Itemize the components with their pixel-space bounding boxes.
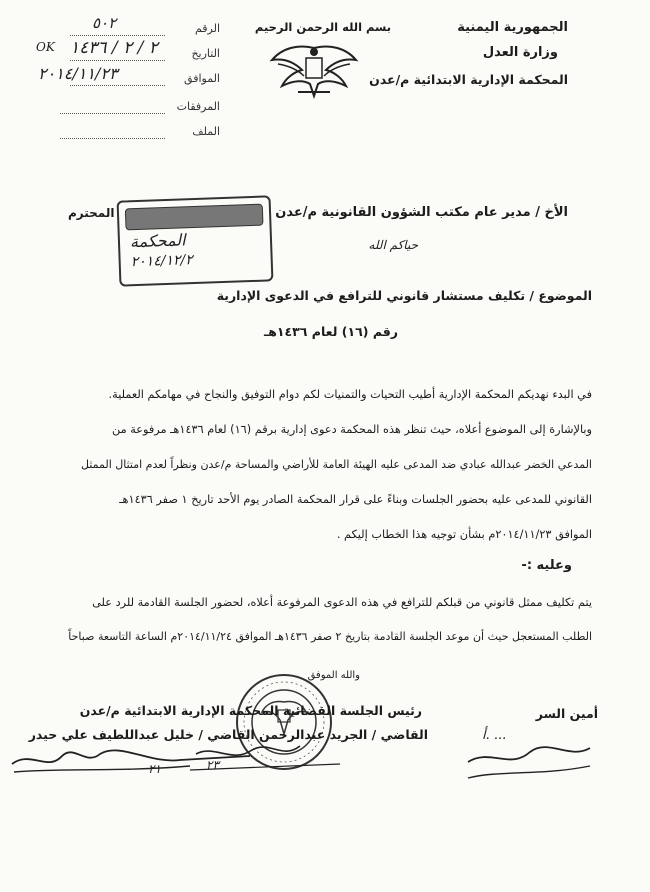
margin-note: OK xyxy=(36,40,55,54)
stamp-header-band xyxy=(125,204,264,231)
greeting: حياكم الله xyxy=(368,238,418,252)
subject-line-2: رقم (١٦) لعام ١٤٣٦هـ xyxy=(263,324,398,339)
date-label: التاريخ xyxy=(191,47,220,60)
footer-hand-2: ٢١ xyxy=(148,762,161,776)
body-line-3: المدعي الخضر عبدالله عبادي ضد المدعى عليه الهيئة العامة للأراضي والمساحة م/عدن ونظراً لعدم امتثال الممثل xyxy=(80,458,592,471)
number-label: الرقم xyxy=(194,22,220,35)
ministry-name: وزارة العدل xyxy=(482,45,558,60)
greg-date-label: الموافق xyxy=(184,72,220,85)
court-name: المحكمة الإدارية الابتدائية م/عدن xyxy=(369,72,568,87)
footer-hand-1: ٢٣ xyxy=(206,758,219,772)
body-line-1: في البدء نهديكم المحكمة الإدارية أطيب التحيات والتمنيات لكم دوام التوفيق والنجاح في مهامكم العملية. xyxy=(108,388,592,401)
whereas-heading: وعليه :- xyxy=(521,558,572,573)
file-label: الملف xyxy=(192,125,220,138)
greg-date-value: ٢٠١٤/١١/٢٣ xyxy=(38,64,118,83)
received-stamp xyxy=(117,195,274,286)
date-value: ٢ / ٢ / ١٤٣٦ xyxy=(70,38,158,58)
body-line-5: الموافق ٢٠١٤/١١/٢٣م بشأن توجيه هذا الخطاب إليكم . xyxy=(336,528,592,541)
respect-word: المحترم xyxy=(68,206,115,220)
stamp-handwriting-2: ٢٠١٤/١٢/٢ xyxy=(130,252,194,271)
subject-line-1: الموضوع / تكليف مستشار قانوني للترافع في الدعوى الإدارية xyxy=(216,288,592,303)
country-name: الجمهورية اليمنية xyxy=(457,20,568,35)
attachments-label: المرفقات xyxy=(176,100,220,113)
basmala: بسم الله الرحمن الرحيم xyxy=(254,20,392,34)
request-line-2: الطلب المستعجل حيث أن موعد الجلسة القادمة بتاريخ ٢ صفر ١٤٣٦هـ الموافق ٢٠١٤/١١/٢٤م الساعة التاسعة صباحاً xyxy=(68,630,592,643)
body-line-2: وبالإشارة إلى الموضوع أعلاه، حيث تنظر هذه المحكمة دعوى إدارية برقم (١٦) لعام ١٤٣٦هـ مرفوعة من xyxy=(111,423,592,436)
clerk-signature: أ. ... xyxy=(482,728,507,743)
presiding-judge-title: رئيس الجلسة القضائية المحكمة الإدارية الابتدائية م/عدن xyxy=(79,703,422,718)
number-value: ٥٠٢ xyxy=(92,14,117,32)
handwritten-signatures xyxy=(0,720,650,790)
yemen-eagle-emblem-icon xyxy=(268,40,360,102)
clerk-title: أمين السر xyxy=(535,706,598,721)
request-line-1: يتم تكليف ممثل قانوني من قبلكم للترافع في هذه الدعوى المرفوعة أعلاه، لحضور الجلسة القادمة للرد على xyxy=(92,596,592,609)
closing-phrase: والله الموفق xyxy=(307,670,360,681)
judges-names: القاضي / الجريد عبدالرحمن القاضي / خليل عبداللطيف علي حيدر xyxy=(28,727,428,742)
stamp-handwriting-1: المحكمة xyxy=(129,230,186,252)
addressee-line: الأخ / مدير عام مكتب الشؤون القانونية م/عدن xyxy=(275,205,568,220)
body-line-4: القانوني للمدعى عليه بحضور الجلسات وبناءً على قرار المحكمة الصادر يوم الأحد تاريخ ١ صفر ١٤٣٦هـ xyxy=(119,493,592,506)
